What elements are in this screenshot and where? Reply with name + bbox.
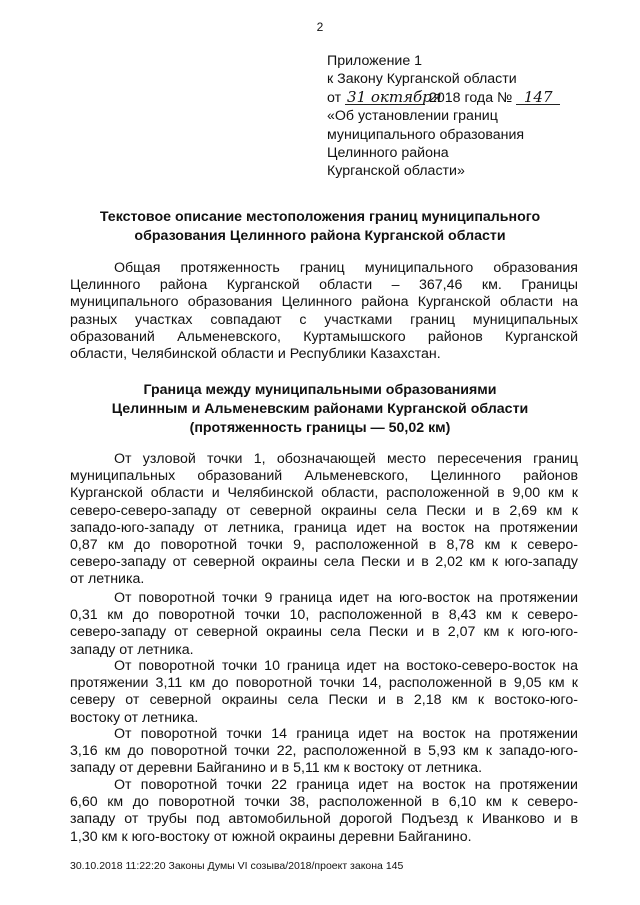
text-line: От поворотной точки 14 граница идет на восток на протяжении [114,726,578,742]
text-line: От поворотной точки 22 граница идет на восток на протяжении [114,777,578,793]
document-title-line-2: образования Целинного района Курганской области [134,228,506,244]
paragraph-point-1 [70,451,578,589]
text-line: востоку от летника. [70,709,199,726]
section-title-line-1: Граница между муниципальными образованиями [143,382,497,398]
section-title [62,381,578,438]
appendix-law-title-2: муниципального образования [327,126,525,143]
appendix-law-title-3: Целинного района [327,145,449,162]
text-line: северу от северной окраины села Пески и в 2,18 км к востоко-юго- [70,692,578,709]
appendix-law-reference: к Закону Курганской области [327,71,517,88]
section-title-line-2: Целинным и Альменевским районами Курганской области [111,401,529,417]
paragraph-point-10 [70,658,578,727]
text-line: северо-западу от северной окраины села Пески и в 2,02 км к юго-западу [70,554,578,571]
text-line: западу от деревни Байганино и в 5,11 км к востоку от летника. [70,760,483,777]
text-line: области, Челябинской области и Республики Казахстан. [70,346,441,363]
text-line: муниципального образования Целинного района Курганской области на [70,294,578,311]
paragraph-point-14 [70,726,578,778]
text-line: муниципальных образований Альменевского, Целинного районов [70,468,578,485]
text-line: от летника. [70,571,145,588]
text-line: разных участках совпадают с участками границ муниципальных [70,311,578,328]
document-title [62,208,578,246]
appendix-title: Приложение 1 [327,53,423,69]
document-title-line-1: Текстовое описание местоположения границ муниципального [99,209,541,225]
appendix-date-line [327,89,627,107]
appendix-law-title-4: Курганской области» [327,163,465,180]
handwritten-date: 31 октября [347,87,442,106]
text-line: От поворотной точки 9 граница идет на юго-восток на протяжении [114,590,578,606]
text-line: западу от летника. [70,641,194,658]
text-line: северо-северо-западу от северной окраины села Пески и в 2,69 км к [70,502,578,519]
date-suffix: 2018 года № [428,89,513,106]
text-line: 0,87 км до поворотной точки 9, расположенной в 8,78 км к северо- [70,537,578,554]
paragraph-point-22 [70,777,578,846]
text-line: западо-юго-западу от летника, граница идет на восток на протяжении [70,519,578,536]
appendix-law-title-1: «Об установлении границ [327,108,498,125]
text-line: Общая протяженность границ муниципального образования [114,260,578,276]
section-title-line-3: (протяженность границы — 50,02 км) [189,420,451,436]
text-line: 3,16 км до поворотной точки 22, расположенной в 5,93 км к западо-юго- [70,743,578,760]
text-line: Курганской области и Челябинской области, расположенной в 9,00 км к [70,485,578,502]
date-prefix: от [327,89,342,106]
paragraph-point-9 [70,590,578,659]
page-number: 2 [316,20,324,34]
text-line: Целинного района Курганской области – 367,46 км. Границы [70,277,578,294]
text-line: 0,31 км до поворотной точки 10, расположенной в 8,43 км к северо- [70,607,578,624]
document-footer: 30.10.2018 11:22:20 Законы Думы VI созыва/2018/проект закона 145 [70,860,404,872]
text-line: От узловой точки 1, обозначающей место пересечения границ [114,451,578,467]
text-line: 6,60 км до поворотной точки 38, расположенной в 6,10 км к северо- [70,794,578,811]
text-line: северо-западу от северной окраины села Пески и в 2,07 км к юго-юго- [70,624,578,641]
text-line: 1,30 км к юго-востоку от южной окраины деревни Байганино. [70,828,472,845]
text-line: От поворотной точки 10 граница идет на востоко-северо-восток на [114,658,578,674]
text-line: западу от трубы под автомобильной дорогой Подъезд к Иванково и в [70,811,578,828]
intro-paragraph [70,260,578,363]
appendix-header [327,52,627,181]
text-line: протяжении 3,11 км до поворотной точки 14, расположенной в 9,05 км к [70,675,578,692]
text-line: образований Альменевского, Куртамышского районов Курганской [70,328,578,345]
handwritten-law-number: 147 [516,90,560,105]
